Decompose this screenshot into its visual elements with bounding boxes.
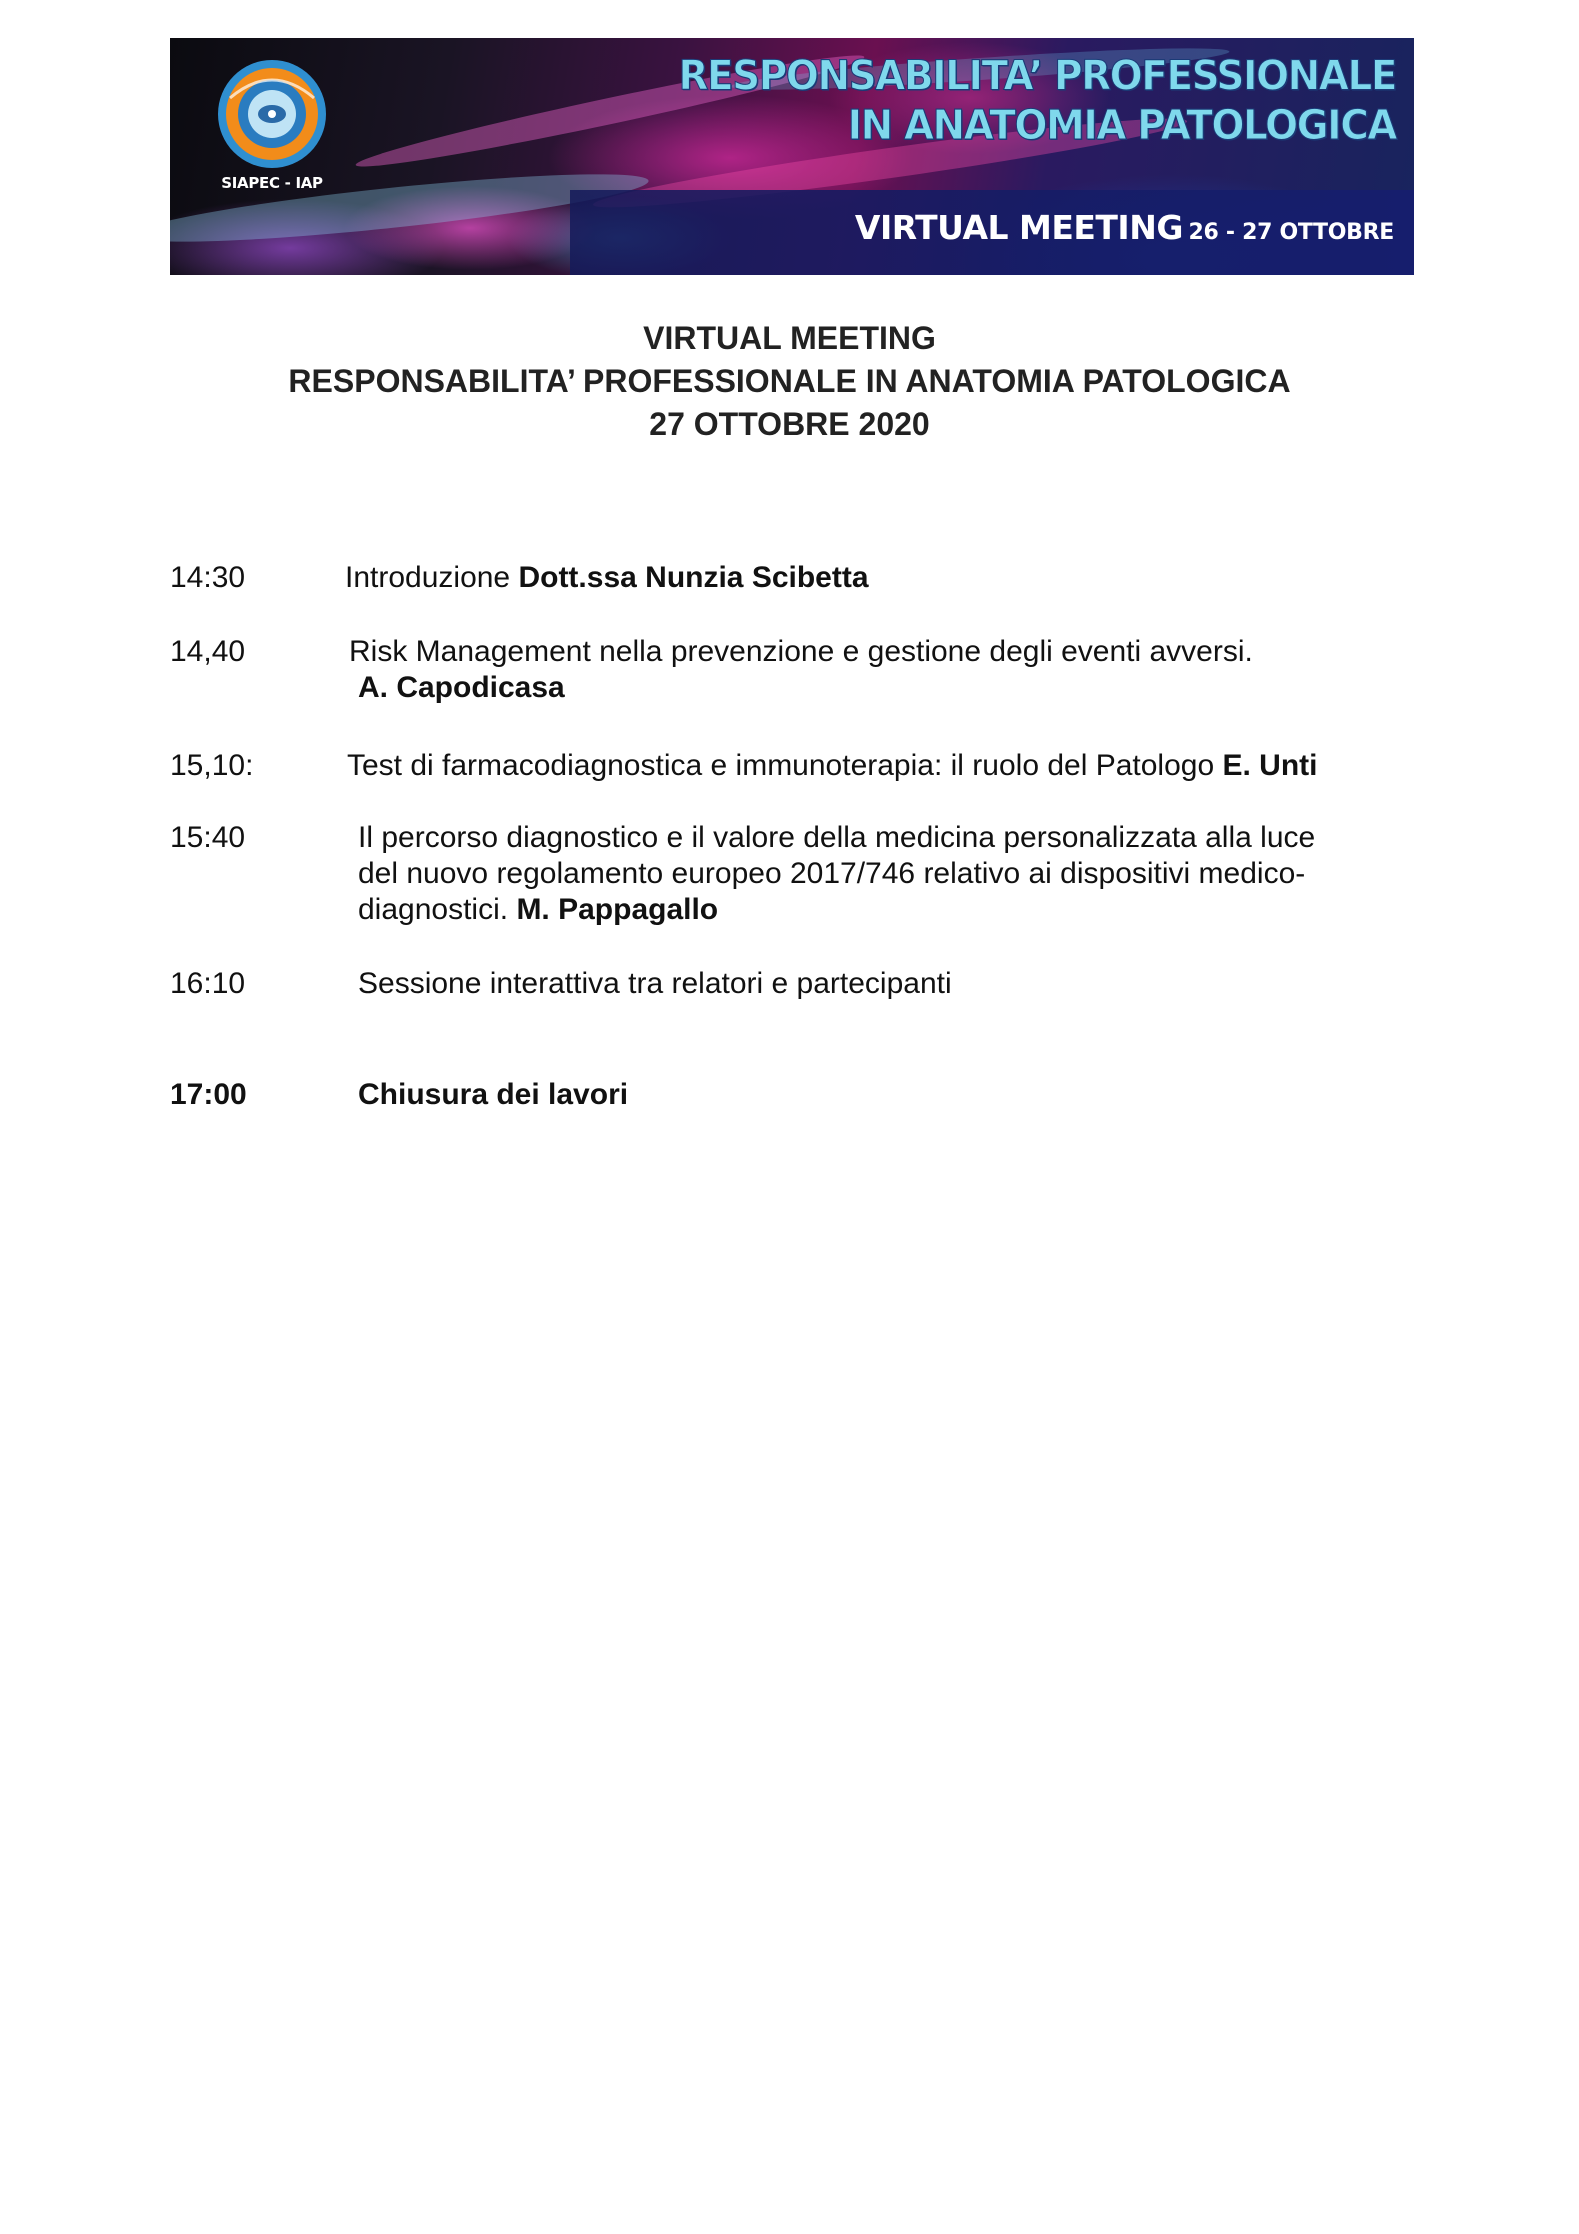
page-heading xyxy=(0,317,1579,446)
program-time: 14,40 xyxy=(170,635,246,668)
program-speaker: Dott.ssa Nunzia Scibetta xyxy=(518,561,869,594)
banner-title xyxy=(678,52,1396,151)
siapec-logo-icon xyxy=(216,58,328,170)
heading-line: VIRTUAL MEETING xyxy=(643,320,936,356)
program-description xyxy=(345,560,869,596)
heading-line: RESPONSABILITA’ PROFESSIONALE IN ANATOMIA PATOLOGICA xyxy=(288,363,1291,399)
banner-meeting-label xyxy=(855,208,1394,247)
program-time: 15:40 xyxy=(170,821,246,854)
program-text: Test di farmacodiagnostica e immunoterapia: il ruolo del Patologo xyxy=(347,749,1223,782)
program-time: 14:30 xyxy=(170,561,246,594)
program-text: diagnostici. xyxy=(358,893,517,926)
program-description xyxy=(358,892,718,928)
heading-line: 27 OTTOBRE 2020 xyxy=(649,406,930,442)
program-time: 16:10 xyxy=(170,967,246,1000)
banner-title-line: RESPONSABILITA’ PROFESSIONALE xyxy=(678,52,1396,100)
program-text: Sessione interattiva tra relatori e partecipanti xyxy=(358,967,952,1000)
program-description xyxy=(347,748,1317,784)
meeting-dates: 26 - 27 OTTOBRE xyxy=(1188,220,1394,245)
header-banner xyxy=(170,38,1414,275)
meeting-label: VIRTUAL MEETING xyxy=(854,208,1183,247)
program-speaker: E. Unti xyxy=(1222,749,1318,782)
program-text: Chiusura dei lavori xyxy=(358,1078,629,1111)
program-text: Il percorso diagnostico e il valore della medicina personalizzata alla luce xyxy=(358,821,1316,854)
banner-title-line: IN ANATOMIA PATOLOGICA xyxy=(847,102,1396,150)
program-speaker: A. Capodicasa xyxy=(358,671,565,704)
logo-label: SIAPEC - IAP xyxy=(221,174,323,192)
program-time: 15,10: xyxy=(170,749,254,782)
program-speaker: M. Pappagallo xyxy=(516,893,719,926)
program-text: Risk Management nella prevenzione e gestione degli eventi avversi. xyxy=(349,635,1253,668)
program-text: del nuovo regolamento europeo 2017/746 relativo ai dispositivi medico- xyxy=(358,857,1306,890)
program-time: 17:00 xyxy=(170,1078,247,1111)
program-text: Introduzione xyxy=(345,561,519,594)
